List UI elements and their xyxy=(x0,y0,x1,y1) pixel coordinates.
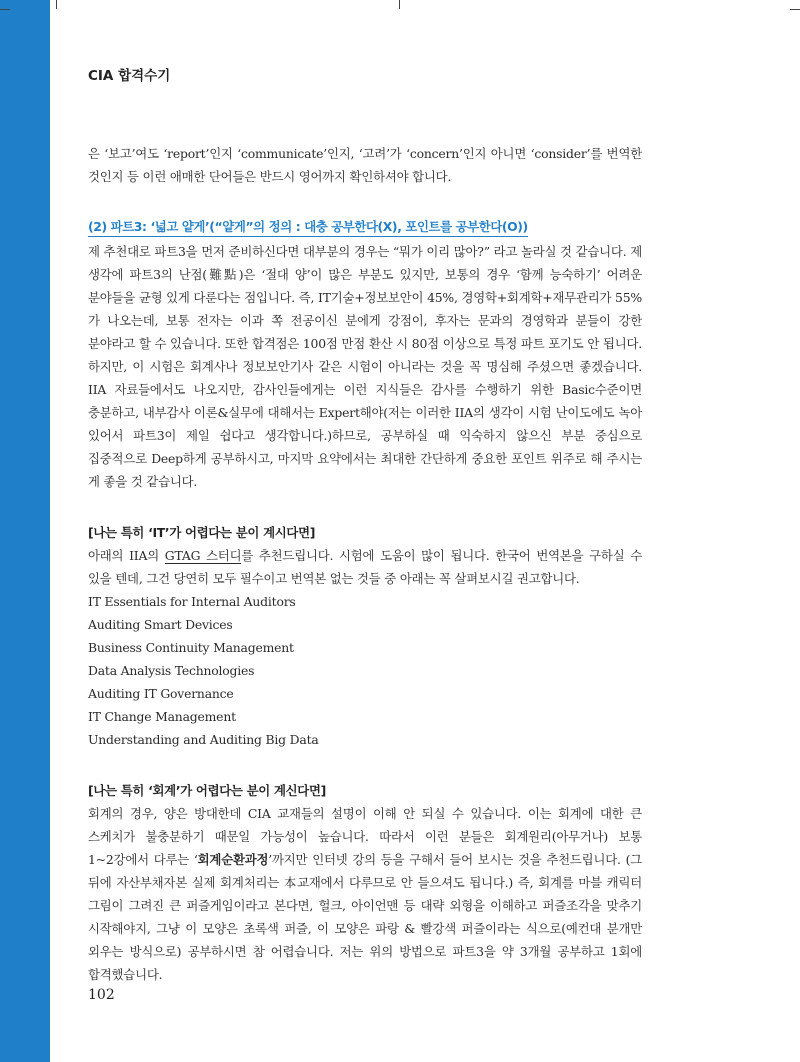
list-item: Business Continuity Management xyxy=(88,640,294,655)
crop-mark-top-right xyxy=(790,9,800,10)
list-item: IT Essentials for Internal Auditors xyxy=(88,594,296,609)
running-title: CIA 합격수기 xyxy=(88,68,171,84)
crop-mark-top-left xyxy=(56,0,57,9)
gtag-list xyxy=(88,590,642,751)
list-item: IT Change Management xyxy=(88,709,236,724)
accounting-section-title: [나는 특히 ‘회계’가 어렵다는 분이 계신다면] xyxy=(88,783,326,798)
crop-mark-left xyxy=(0,9,10,10)
intro-paragraph: 은 ‘보고’여도 ‘report’인지 ‘communicate’인지, ‘고려’가 ‘concern’인지 아니면 ‘consider’를 번역한 것인지 등 이런 애매한 단어들은 반드시 영어까지 확인하셔야 합니다. xyxy=(88,146,642,184)
accounting-paragraph: 회계의 경우, 양은 방대한데 CIA 교재들의 설명이 이해 안 되실 수 있습니다. 이는 회계에 대한 큰 스케치가 불충분하기 때문일 가능성이 높습니다. 따라서 이런 분들은 회계원리(아무거나) 보통 1~2강에서 다루는 ‘회계순환과정’까지만 인터넷 강의 등을 구해서 들어 보시는 것을 추천드립니다. (그 뒤에 자산부채자본 실제 회계처리는 本교재에서 다루므로 안 들으셔도 됩니다.) 즉, 회계를 마블 캐릭터 그림이 그려진 큰 퍼즐게임이라고 본다면, 헐크, 아이언맨 등 대략 외형을 이해하고 퍼즐조각을 맞추기 시작해야지, 그냥 이 모양은 초록색 퍼즐, 이 모양은 파랑 & 빨강색 퍼즐이라는 식으로(예컨대 분개만 외우는 방식으로) 공부하시면 참 어렵습니다. 저는 위의 방법으로 파트3을 약 3개월 공부하고 1회에 합격했습니다. xyxy=(88,806,643,982)
part3-paragraph: 제 추천대로 파트3을 먼저 준비하신다면 대부분의 경우는 “뭐가 이리 많아?” 라고 놀라실 것 같습니다. 제 생각에 파트3의 난점(難點)은 ‘절대 양’이 많은 부분도 있지만, 보통의 경우 ‘함께 능숙하기’ 어려운 분야들을 균형 있게 다룬다는 점입니다. 즉, IT기술+정보보안이 45%, 경영학+회계학+재무관리가 55%가 나오는데, 보통 전자는 이과 쪽 전공이신 분에게 강점이, 후자는 문과의 경영학과 분들이 강한 분야라고 할 수 있습니다. 또한 합격점은 100점 만점 환산 시 80점 이상으로 특정 파트 포기도 안 됩니다. 하지만, 이 시험은 회계사나 정보보안기사 같은 시험이 아니라는 것을 꼭 명심해 주셨으면 좋겠습니다. IIA 자료들에서도 나오지만, 감사인들에게는 이런 지식들은 감사를 수행하기 위한 Basic수준이면 충분하고, 내부감사 이론&실무에 대해서는 Expert해야(저는 이러한 IIA의 생각이 시험 난이도에도 녹아 있어서 파트3이 제일 쉽다고 생각합니다.)하므로, 공부하실 때 익숙하지 않으신 부분 중심으로 집중적으로 Deep하게 공부하시고, 마지막 요약에서는 최대한 간단하게 중요한 포인트 위주로 해 주시는 게 좋을 것 같습니다. xyxy=(88,244,642,489)
gtag-study-link[interactable]: GTAG 스터디 xyxy=(164,548,242,563)
list-item: Auditing IT Governance xyxy=(88,686,234,701)
part3-section-title: (2) 파트3: ‘넓고 얕게’(“얕게”의 정의 : 대충 공부한다(X), 포인트를 공부한다(O)) xyxy=(88,218,528,237)
it-section-title: [나는 특히 ‘IT’가 어렵다는 분이 계시다면] xyxy=(88,525,316,540)
list-item: Data Analysis Technologies xyxy=(88,663,255,678)
list-item: Understanding and Auditing Big Data xyxy=(88,732,319,747)
accounting-cycle-term: 회계순환과정 xyxy=(197,852,269,867)
crop-mark-top-center xyxy=(399,0,400,9)
page-number: 102 xyxy=(88,987,115,1003)
side-color-bar xyxy=(0,0,50,1062)
it-paragraph: 아래의 IIA의 GTAG 스터디를 추천드립니다. 시험에 도움이 많이 됩니다. 한국어 번역본을 구하실 수 있을 텐데, 그건 당연히 모두 필수이고 번역본 없는 것들 중 아래는 꼭 살펴보시길 권고합니다. xyxy=(88,548,643,586)
page-body xyxy=(88,142,642,986)
list-item: Auditing Smart Devices xyxy=(88,617,233,632)
